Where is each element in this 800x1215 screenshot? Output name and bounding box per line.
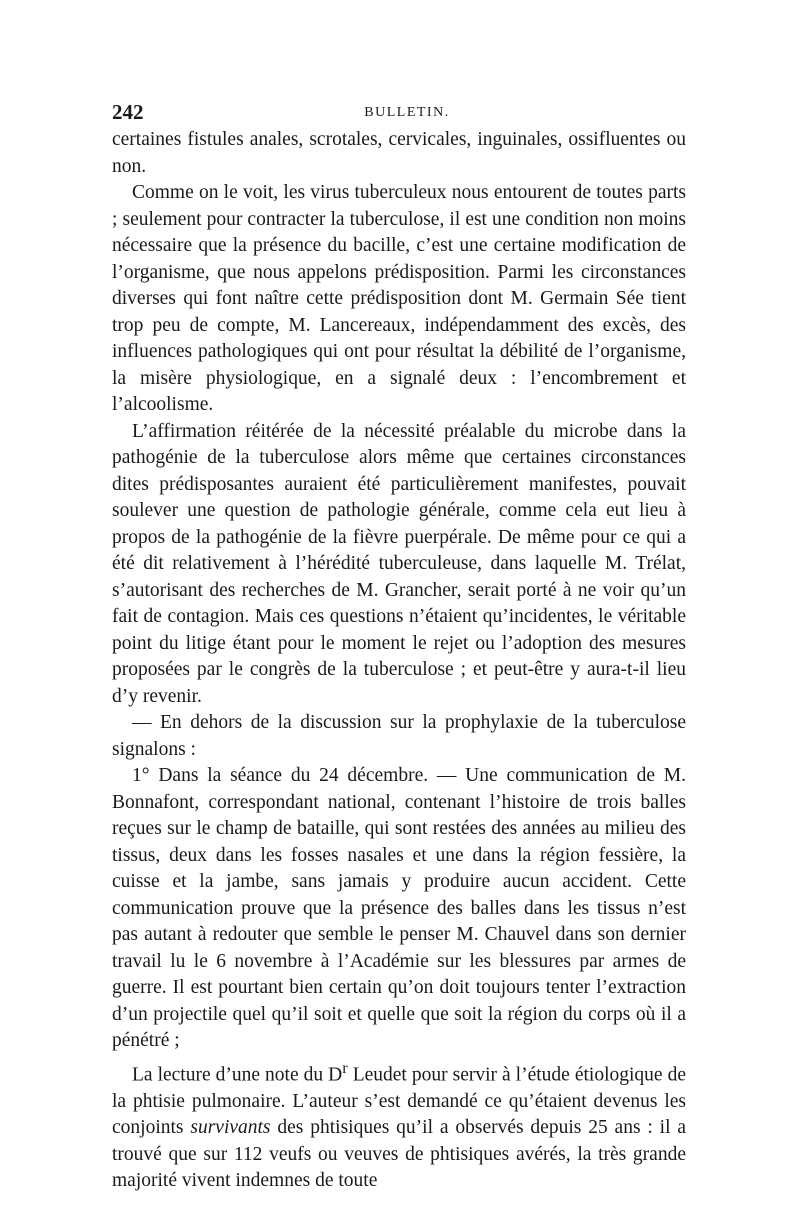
paragraph-5: 1° Dans la séance du 24 décembre. — Une communication de M. Bonnafont, correspondant national, contenant l’histoire de trois balles reçues sur le champ de bataille, qui sont restées des années au milieu des tissus, deux dans les fosses nasales et une dans la région fessière, la cuisse et la jambe, sans jamais y produire aucun accident. Cette communication prouve que la présence des balles dans les tissus n’est pas autant à redouter que semble le penser M. Chauvel dans son dernier travail lu le 6 novembre à l’Académie sur les blessures par armes de guerre. Il est pourtant bien certain qu’on doit toujours tenter l’extraction d’un projectile quel qu’il soit et quelle que soit la région du corps où il a pénétré ; — [112, 765, 686, 1051]
paragraph-4: — En dehors de la discussion sur la prophylaxie de la tuberculose signalons : — [112, 712, 686, 760]
paragraph-6-before: La lecture d’une note du D — [132, 1064, 343, 1085]
body-text — [112, 127, 686, 1195]
paragraph-1: certaines fistules anales, scrotales, cervicales, inguinales, ossifluentes ou non. — [112, 129, 686, 177]
page-number: 242 — [112, 100, 144, 124]
paragraph-6-after: des phtisiques qu’il a observés depuis 25 ans : il a trouvé que sur 112 veufs ou veuves de phtisiques avérés, la très grande majorité vivent indemnes de toute — [112, 1117, 687, 1191]
paragraph-6 — [112, 1055, 686, 1195]
paragraph-6-italic: survivants — [190, 1117, 271, 1138]
paragraph-3: L’affirmation réitérée de la nécessité préalable du microbe dans la pathogénie de la tuberculose alors même que certaines circonstances dites prédisposantes auraient été particulièrement manifestes, pouvait soulever une question de pathologie générale, comme cela eut lieu à propos de la pathogénie de la fièvre puerpérale. De même pour ce qui a été dit relativement à l’hérédité tuberculeuse, dans laquelle M. Trélat, s’autorisant des recherches de M. Grancher, serait porté à ne voir qu’un fait de contagion. Mais ces questions n’étaient qu’incidentes, le véritable point du litige étant pour le moment le rejet ou l’adoption des mesures proposées par le congrès de la tuberculose ; et peut-être y aura-t-il lieu d’y revenir. — [112, 420, 686, 707]
paragraph-6-superscript: r — [342, 1058, 348, 1077]
paragraph-2: Comme on le voit, les virus tuberculeux nous entourent de toutes parts ; seulement pour contracter la tuberculose, il est une condition non moins nécessaire que la présence du bacille, c’est une certaine modification de l’organisme, que nous appelons prédisposition. Parmi les circonstances diverses qui font naître cette prédisposition dont M. Germain Sée tient trop peu de compte, M. Lancereaux, indépendamment des excès, des influences pathologiques qui ont pour résultat la débilité de l’organisme, la misère physiologique, en a signalé deux : l’encombrement et l’alcoolisme. — [112, 182, 686, 415]
page-header — [112, 100, 684, 126]
running-title: BULLETIN. — [364, 105, 450, 120]
paragraph-6-middle: Leudet pour servir à l’étude étiologique de la phtisie pulmonaire. L’auteur s’est demandé ce qu’étaient devenus les conjoints — [112, 1064, 686, 1138]
